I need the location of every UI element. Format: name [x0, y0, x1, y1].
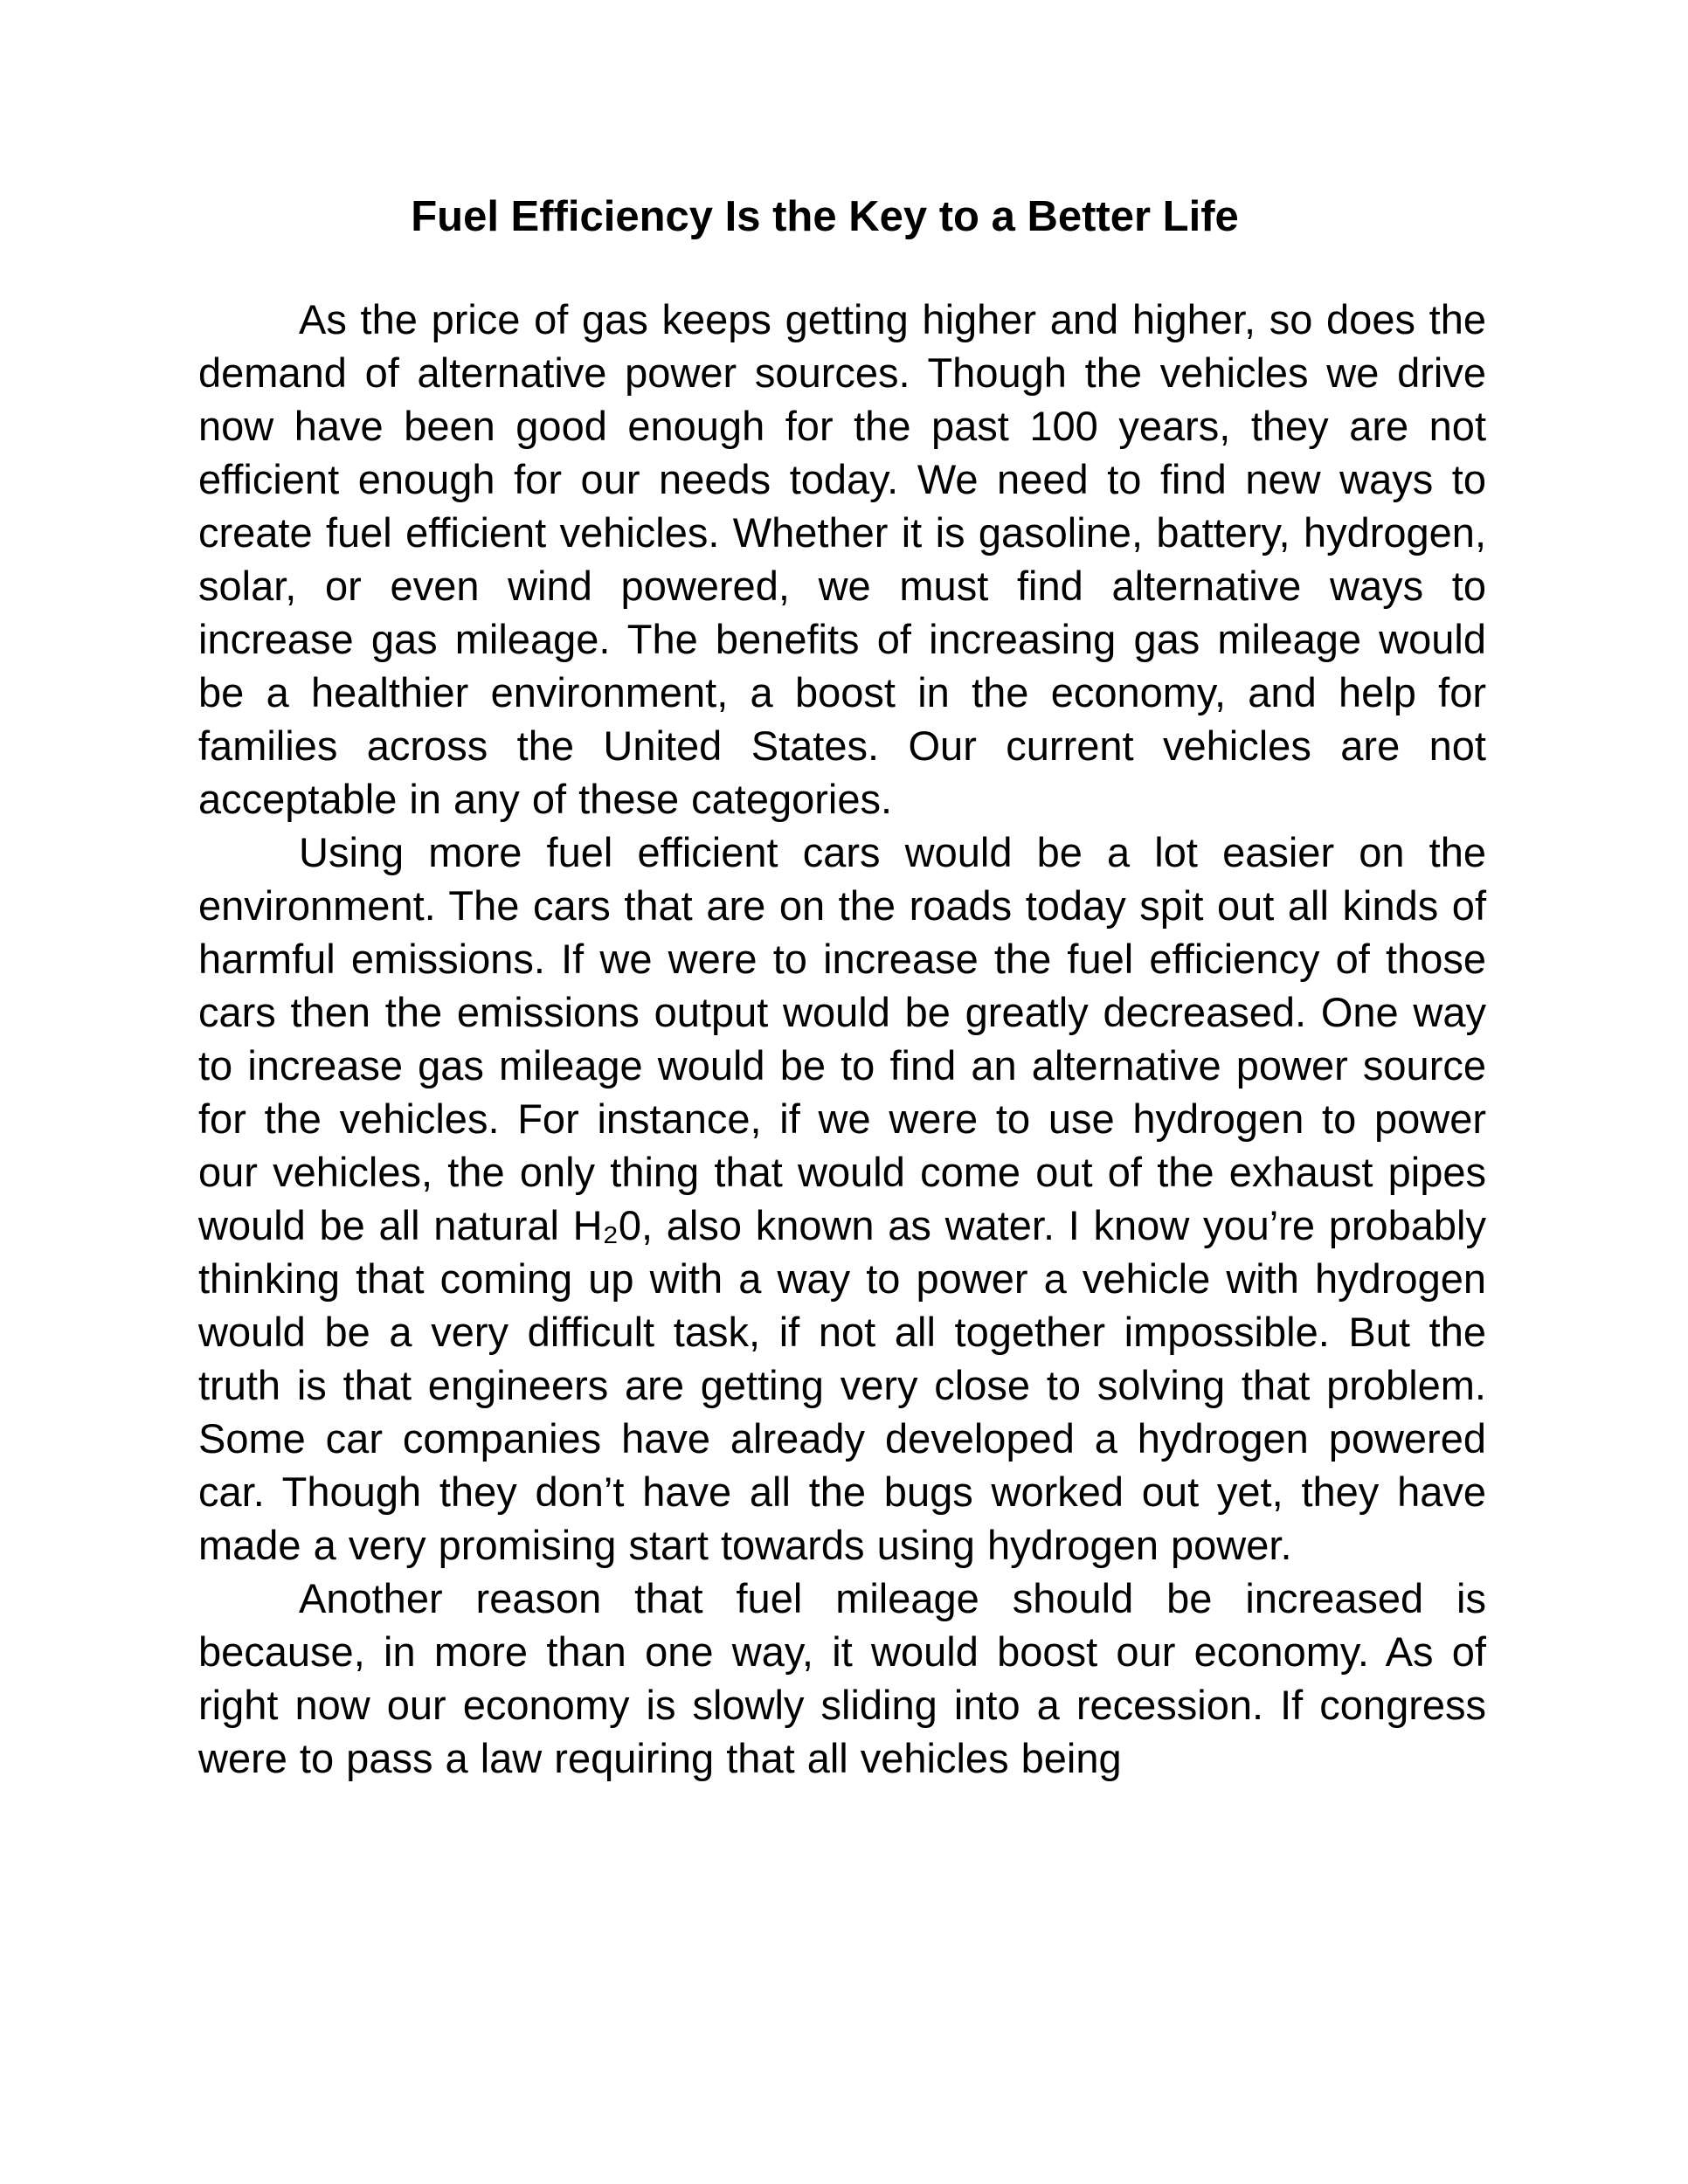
paragraph-economy: Another reason that fuel mileage should be increased is because, in more than one way, it would boost our economy. As of right now our economy is slowly sliding into a recession. If congress were to pass a law requiring that all vehicles being: [198, 1575, 1486, 1781]
paragraph-environment: Using more fuel efficient cars would be a lot easier on the environment. The cars that are on the roads today spit out all kinds of harmful emissions. If we were to increase the fuel efficiency of those cars then the emissions output would be greatly decreased. One way to increase gas mileage would be to find an alternative power source for the vehicles. For instance, if we were to use hydrogen to power our vehicles, the only thing that would come out of the exhaust pipes would be all natural H₂0, also known as water. I know you’re probably thinking that coming up with a way to power a vehicle with hydrogen would be a very difficult task, if not all together impossible. But the truth is that engineers are getting very close to solving that problem. Some car companies have already developed a hydrogen powered car. Though they don’t have all the bugs worked out yet, they have made a very promising start towards using hydrogen power.: [198, 829, 1486, 1568]
paragraph-intro: As the price of gas keeps getting higher and higher, so does the demand of alternative power sources. Though the vehicles we drive now have been good enough for the past 100 years, they are not efficient enough for our needs today. We need to find new ways to create fuel efficient vehicles. Whether it is gasoline, battery, hydrogen, solar, or even wind powered, we must find alternative ways to increase gas mileage. The benefits of increasing gas mileage would be a healthier environment, a boost in the economy, and help for families across the United States. Our current vehicles are not acceptable in any of these categories.: [198, 296, 1486, 822]
document-title: Fuel Efficiency Is the Key to a Better Life: [411, 193, 1239, 240]
